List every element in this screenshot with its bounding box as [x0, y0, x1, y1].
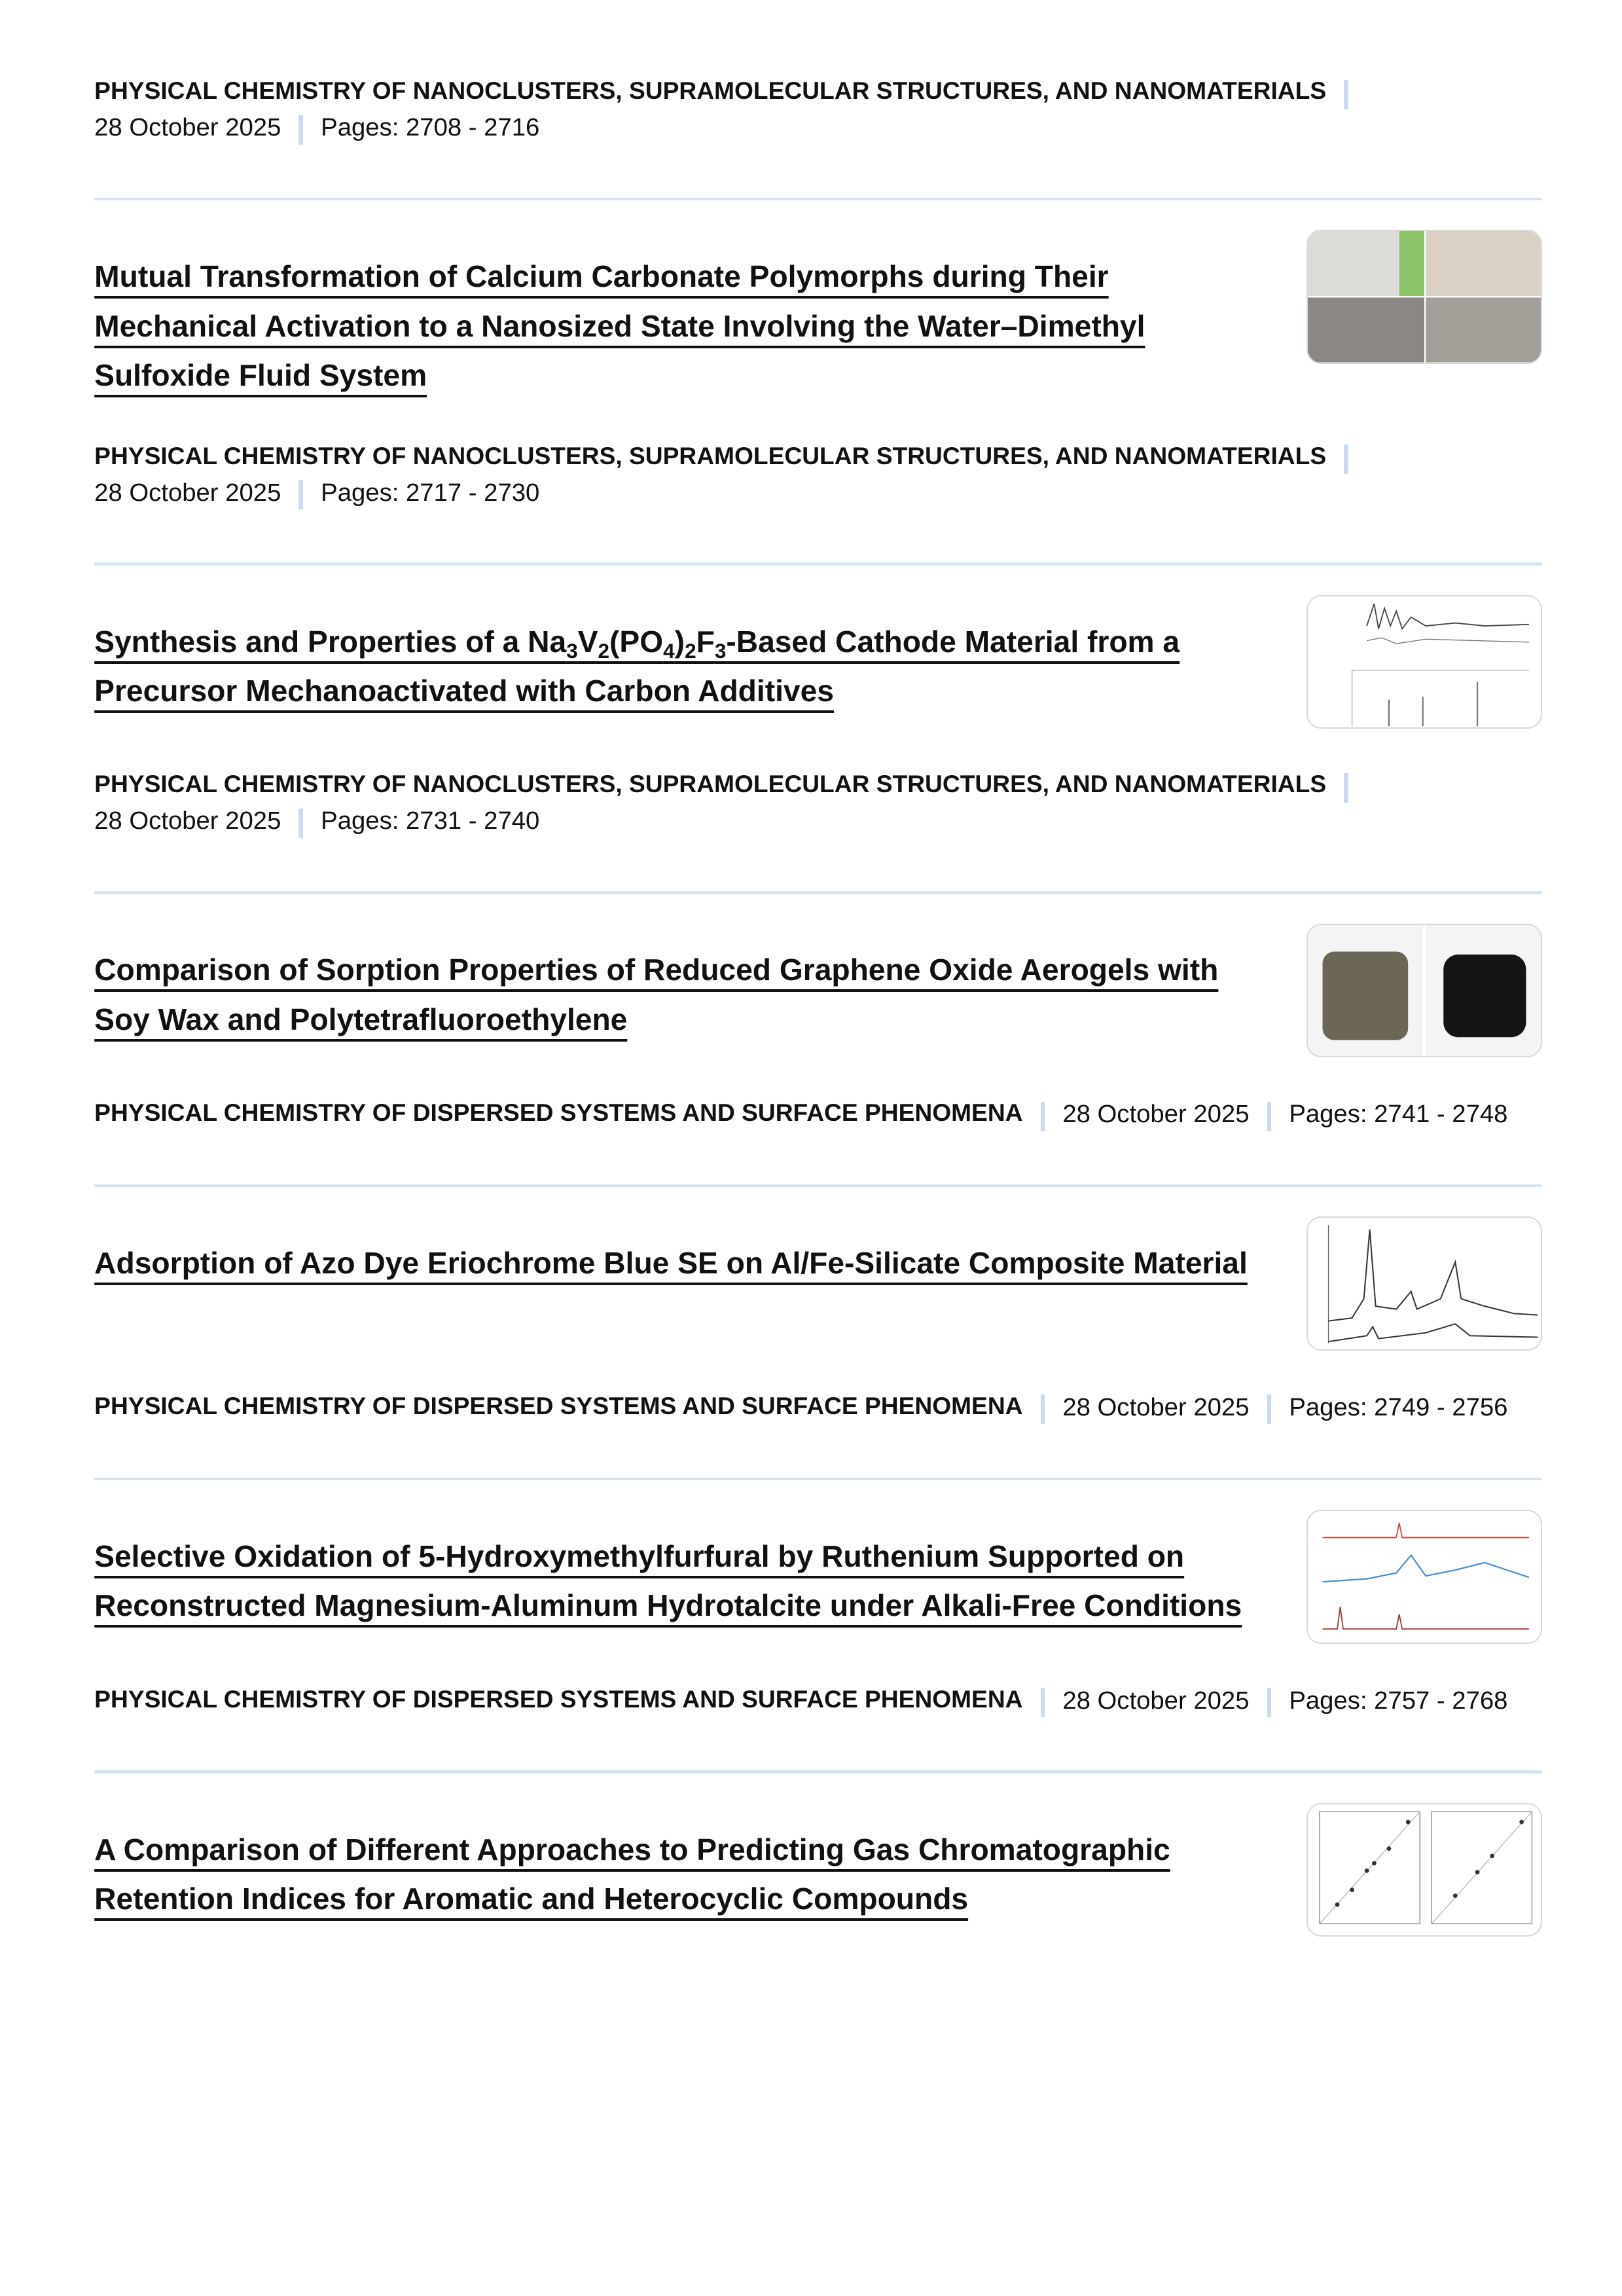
article-header	[94, 1825, 1542, 1937]
article-meta	[94, 1099, 1542, 1134]
title-text: )	[674, 624, 685, 659]
separator	[1267, 1688, 1272, 1717]
article-meta	[94, 77, 1542, 147]
article-date: 28 October 2025	[1062, 1393, 1250, 1421]
article-item	[94, 566, 1542, 894]
article-thumbnail[interactable]	[1307, 230, 1542, 363]
article-pages: Pages: 2749 - 2756	[1289, 1393, 1508, 1421]
separator	[1041, 1102, 1045, 1131]
separator	[298, 115, 303, 145]
article-title	[94, 617, 1274, 716]
article-pages: Pages: 2731 - 2740	[321, 807, 540, 835]
article-header	[94, 617, 1542, 729]
article-title	[94, 1239, 1274, 1288]
separator	[298, 809, 303, 838]
article-item	[94, 894, 1542, 1188]
article-date: 28 October 2025	[94, 113, 281, 142]
title-text: V	[577, 624, 598, 659]
article-meta	[94, 770, 1542, 841]
subscript: 4	[663, 638, 675, 663]
article-category: PHYSICAL CHEMISTRY OF DISPERSED SYSTEMS AND SURFACE PHENOMENA	[94, 1099, 1023, 1127]
title-text: A Comparison of Different Approaches to Predicting Gas Chromatographic Retention Indices for Aromatic and Heterocyclic Compounds	[94, 1832, 1170, 1916]
article-title	[94, 252, 1274, 400]
article-item	[94, 1187, 1542, 1480]
article-item	[94, 0, 1542, 200]
article-meta	[94, 1392, 1542, 1427]
subscript: 2	[685, 638, 696, 663]
separator	[1344, 80, 1348, 109]
article-category: PHYSICAL CHEMISTRY OF NANOCLUSTERS, SUPRAMOLECULAR STRUCTURES, AND NANOMATERIALS	[94, 77, 1327, 105]
article-item	[94, 200, 1542, 565]
separator	[1344, 773, 1348, 803]
subscript: 3	[566, 638, 578, 663]
article-title	[94, 1825, 1274, 1924]
title-text: Comparison of Sorption Properties of Reduced Graphene Oxide Aerogels with Soy Wax and Polytetrafluoroethylene	[94, 953, 1219, 1036]
article-category: PHYSICAL CHEMISTRY OF DISPERSED SYSTEMS AND SURFACE PHENOMENA	[94, 1391, 1023, 1419]
article-title-link[interactable]	[94, 1832, 1170, 1916]
article-pages: Pages: 2717 - 2730	[321, 478, 540, 507]
title-text: Synthesis and Properties of a Na	[94, 624, 567, 659]
title-text: Mutual Transformation of Calcium Carbonate Polymorphs during Their Mechanical Activation to a Nanosized State Involving the Water–Dimethyl Sulfoxide Fluid System	[94, 259, 1145, 393]
article-date: 28 October 2025	[94, 478, 281, 507]
article-title-link[interactable]	[94, 625, 1180, 708]
article-header	[94, 945, 1542, 1057]
separator	[1041, 1394, 1045, 1424]
article-item	[94, 1480, 1542, 1774]
article-pages: Pages: 2757 - 2768	[1289, 1686, 1508, 1715]
title-text: Adsorption of Azo Dye Eriochrome Blue SE on Al/Fe-Silicate Composite Material	[94, 1246, 1248, 1281]
article-thumbnail[interactable]	[1307, 1216, 1542, 1350]
subscript: 2	[598, 638, 610, 663]
article-date: 28 October 2025	[1062, 1100, 1250, 1129]
article-thumbnail[interactable]	[1307, 595, 1542, 729]
article-header	[94, 1532, 1542, 1644]
article-header	[94, 252, 1542, 400]
article-pages: Pages: 2741 - 2748	[1289, 1100, 1508, 1129]
article-title	[94, 945, 1274, 1044]
article-title-link[interactable]	[94, 953, 1218, 1036]
subscript: 3	[714, 638, 727, 663]
separator	[298, 480, 303, 509]
article-date: 28 October 2025	[1062, 1686, 1250, 1715]
article-header	[94, 1239, 1542, 1351]
title-text: Selective Oxidation of 5-Hydroxymethylfurfural by Ruthenium Supported on Reconstructed Magnesium-Aluminum Hydrotalcite under Alkali-Free Conditions	[94, 1539, 1242, 1623]
article-item	[94, 1774, 1542, 1937]
article-category: PHYSICAL CHEMISTRY OF DISPERSED SYSTEMS AND SURFACE PHENOMENA	[94, 1685, 1023, 1713]
separator	[1267, 1102, 1272, 1131]
separator	[1344, 445, 1348, 474]
separator	[1041, 1688, 1045, 1717]
article-list	[94, 0, 1542, 1937]
article-thumbnail[interactable]	[1307, 1510, 1542, 1643]
article-thumbnail[interactable]	[1307, 924, 1542, 1057]
title-text: F	[696, 624, 715, 659]
article-category: PHYSICAL CHEMISTRY OF NANOCLUSTERS, SUPRAMOLECULAR STRUCTURES, AND NANOMATERIALS	[94, 770, 1327, 798]
article-pages: Pages: 2708 - 2716	[321, 113, 540, 142]
article-title	[94, 1532, 1274, 1631]
article-category: PHYSICAL CHEMISTRY OF NANOCLUSTERS, SUPRAMOLECULAR STRUCTURES, AND NANOMATERIALS	[94, 441, 1327, 469]
article-title-link[interactable]	[94, 1539, 1242, 1622]
article-title-link[interactable]	[94, 1246, 1248, 1280]
article-date: 28 October 2025	[94, 807, 281, 835]
title-text: -Based Cathode Material from a Precursor Mechanoactivated with Carbon Additives	[94, 624, 1180, 708]
article-meta	[94, 1685, 1542, 1721]
article-title-link[interactable]	[94, 259, 1145, 392]
article-thumbnail[interactable]	[1307, 1803, 1542, 1937]
article-meta	[94, 442, 1542, 513]
title-text: (PO	[609, 624, 664, 659]
separator	[1267, 1394, 1272, 1424]
